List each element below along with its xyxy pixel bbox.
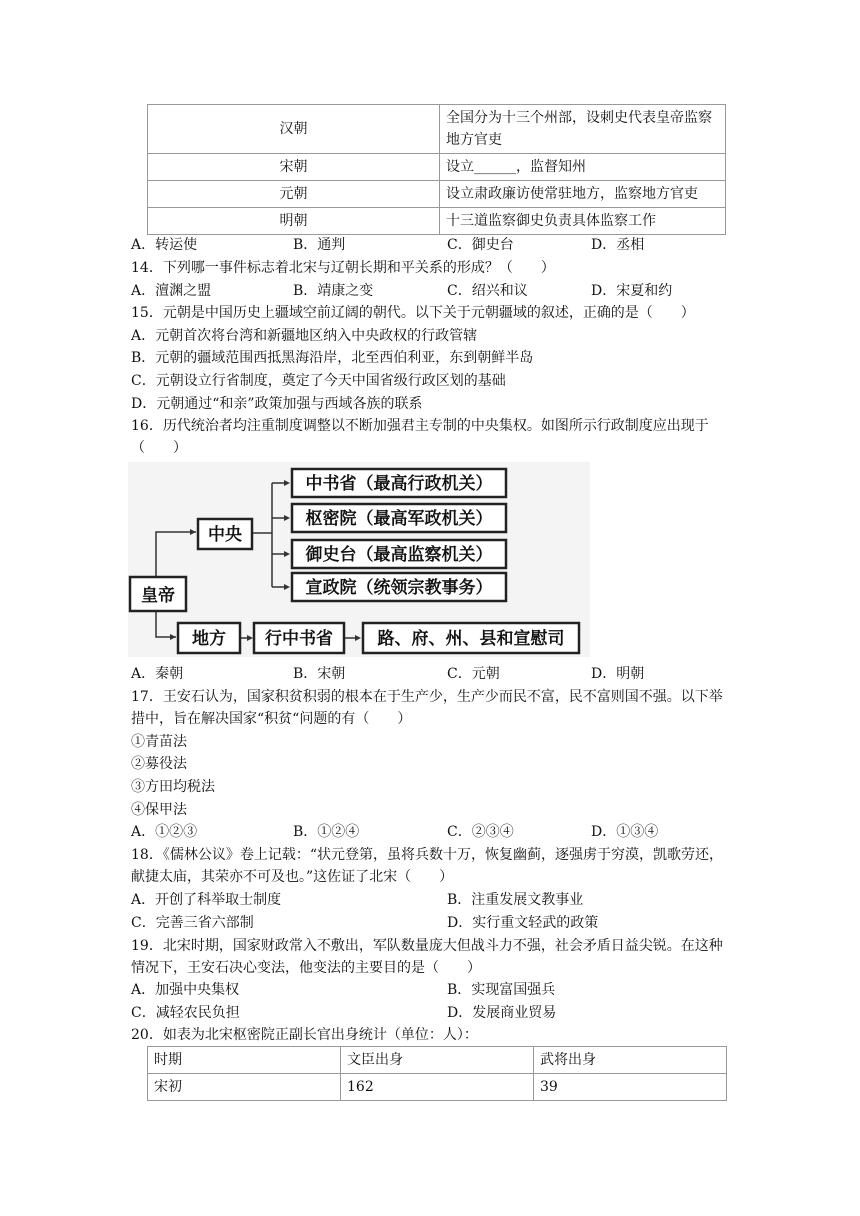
option-c: C．减轻农民负担 (131, 1005, 240, 1021)
option-a: A．秦朝 (131, 666, 184, 682)
org-label-2: 枢密院（最高军政机关） (305, 509, 493, 529)
option-c: C．完善三省六部制 (131, 915, 254, 931)
emperor-label: 皇帝 (141, 586, 175, 606)
q17-stem: 17．王安石认为，国家积贫积弱的根本在于生产少，生产少而民不富，民不富则国不强。以下举措中，旨在解决国家“积贫“问题的有（ ） (131, 689, 723, 727)
table-cell: 明朝 (148, 208, 440, 235)
option-a: A．①②③ (131, 824, 198, 840)
option-a: A．转运使 (131, 237, 198, 253)
privy-council-table (147, 1046, 727, 1101)
option-c: C．绍兴和议 (447, 283, 528, 299)
q13-options (131, 234, 731, 256)
q18-stem: 18．《儒林公议》卷上记载：“状元登第，虽将兵数十万，恢复幽蓟，逐强虏于穷漠，凯歌劳还，献捷太庙，其荣亦不可及也。”这佐证了北宋（ ） (131, 847, 723, 885)
q17-item-2: ②募役法 (131, 756, 187, 772)
option-a: A．加强中央集权 (131, 982, 240, 998)
q15-stem: 15．元朝是中国历史上疆域空前辽阔的朝代。以下关于元朝疆域的叙述，正确的是（ ） (131, 305, 695, 321)
option-d: D．实行重文轻武的政策 (447, 915, 599, 931)
option-c: C．元朝 (447, 666, 500, 682)
table-header-row (148, 1047, 727, 1074)
table-row (148, 105, 726, 154)
central-label: 中央 (208, 525, 242, 545)
option-a: A．澶渊之盟 (131, 283, 212, 299)
table-cell: 宋初 (148, 1074, 341, 1101)
q18-options-row2 (131, 912, 731, 934)
table-row (148, 1074, 727, 1101)
option-b: B．通判 (293, 237, 346, 253)
q17-item-3: ③方田均税法 (131, 779, 215, 795)
table-cell: 39 (534, 1074, 727, 1101)
q19-options-row2 (131, 1002, 731, 1024)
q15-option-d: D．元朝通过“和亲”政策加强与西域各族的联系 (131, 396, 423, 412)
table-cell: 宋朝 (148, 154, 440, 181)
option-b: B．①②④ (293, 824, 360, 840)
table-cell: 设立肃政廉访使常驻地方，监察地方官吏 (440, 181, 726, 208)
q18-options-row1 (131, 889, 731, 911)
option-b: B．宋朝 (293, 666, 346, 682)
table-cell: 设立______，监督知州 (440, 154, 726, 181)
option-c: C．②③④ (447, 824, 514, 840)
org-label-1: 中书省（最高行政机关） (305, 474, 493, 494)
q14-options (131, 280, 731, 302)
q16-options (131, 663, 731, 685)
option-a: A．开创了科举取士制度 (131, 892, 282, 908)
table-header-cell: 武将出身 (534, 1047, 727, 1074)
table-cell: 全国分为十三个州部，设刺史代表皇帝监察地方官吏 (440, 105, 726, 154)
q17-item-4: ④保甲法 (131, 802, 187, 818)
option-b: B．实现富国强兵 (447, 982, 556, 998)
q16-stem: 16．历代统治者均注重制度调整以不断加强君主专制的中央集权。如图所示行政制度应出现于（ ） (131, 418, 709, 456)
q19-stem: 19．北宋时期，国家财政常入不敷出，军队数量庞大但战斗力不强，社会矛盾日益尖锐。在这种情况下，王安石决心变法，他变法的主要目的是（ ） (131, 938, 723, 976)
q20-stem: 20．如表为北宋枢密院正副长官出身统计（单位：人）： (131, 1027, 478, 1043)
option-d: D．宋夏和约 (591, 283, 673, 299)
q15-option-b: B．元朝的疆域范围西抵黑海沿岸，北至西伯利亚，东到朝鲜半岛 (131, 350, 534, 366)
org-label-4: 宣政院（统领宗教事务） (305, 578, 493, 598)
q19-options-row1 (131, 979, 731, 1001)
org-label-3: 御史台（最高监察机关） (305, 545, 493, 565)
q15-option-a: A．元朝首次将台湾和新疆地区纳入中央政权的行政管辖 (131, 328, 478, 344)
table-cell: 汉朝 (148, 105, 440, 154)
option-c: C．御史台 (447, 237, 514, 253)
option-d: D．丞相 (591, 237, 645, 253)
option-d: D．发展商业贸易 (447, 1005, 557, 1021)
q17-options (131, 821, 731, 843)
option-b: B．靖康之变 (293, 283, 374, 299)
administrative-system-diagram (128, 462, 590, 657)
q14-stem: 14．下列哪一事件标志着北宋与辽朝长期和平关系的形成？（ ） (131, 260, 555, 276)
table-row (148, 181, 726, 208)
table-row (148, 154, 726, 181)
local-label: 地方 (192, 629, 226, 649)
table-header-cell: 文臣出身 (341, 1047, 534, 1074)
province-label: 行中书省 (265, 629, 333, 649)
q17-item-1: ①青苗法 (131, 734, 187, 750)
supervision-table (147, 104, 726, 235)
subunits-label: 路、府、州、县和宣慰司 (377, 629, 565, 649)
table-header-cell: 时期 (148, 1047, 341, 1074)
q15-option-c: C．元朝设立行省制度，奠定了今天中国省级行政区划的基础 (131, 373, 506, 389)
table-cell: 十三道监察御史负责具体监察工作 (440, 208, 726, 235)
option-d: D．明朝 (591, 666, 645, 682)
option-d: D．①③④ (591, 824, 659, 840)
table-cell: 元朝 (148, 181, 440, 208)
table-row (148, 208, 726, 235)
table-cell: 162 (341, 1074, 534, 1101)
option-b: B．注重发展文教事业 (447, 892, 584, 908)
